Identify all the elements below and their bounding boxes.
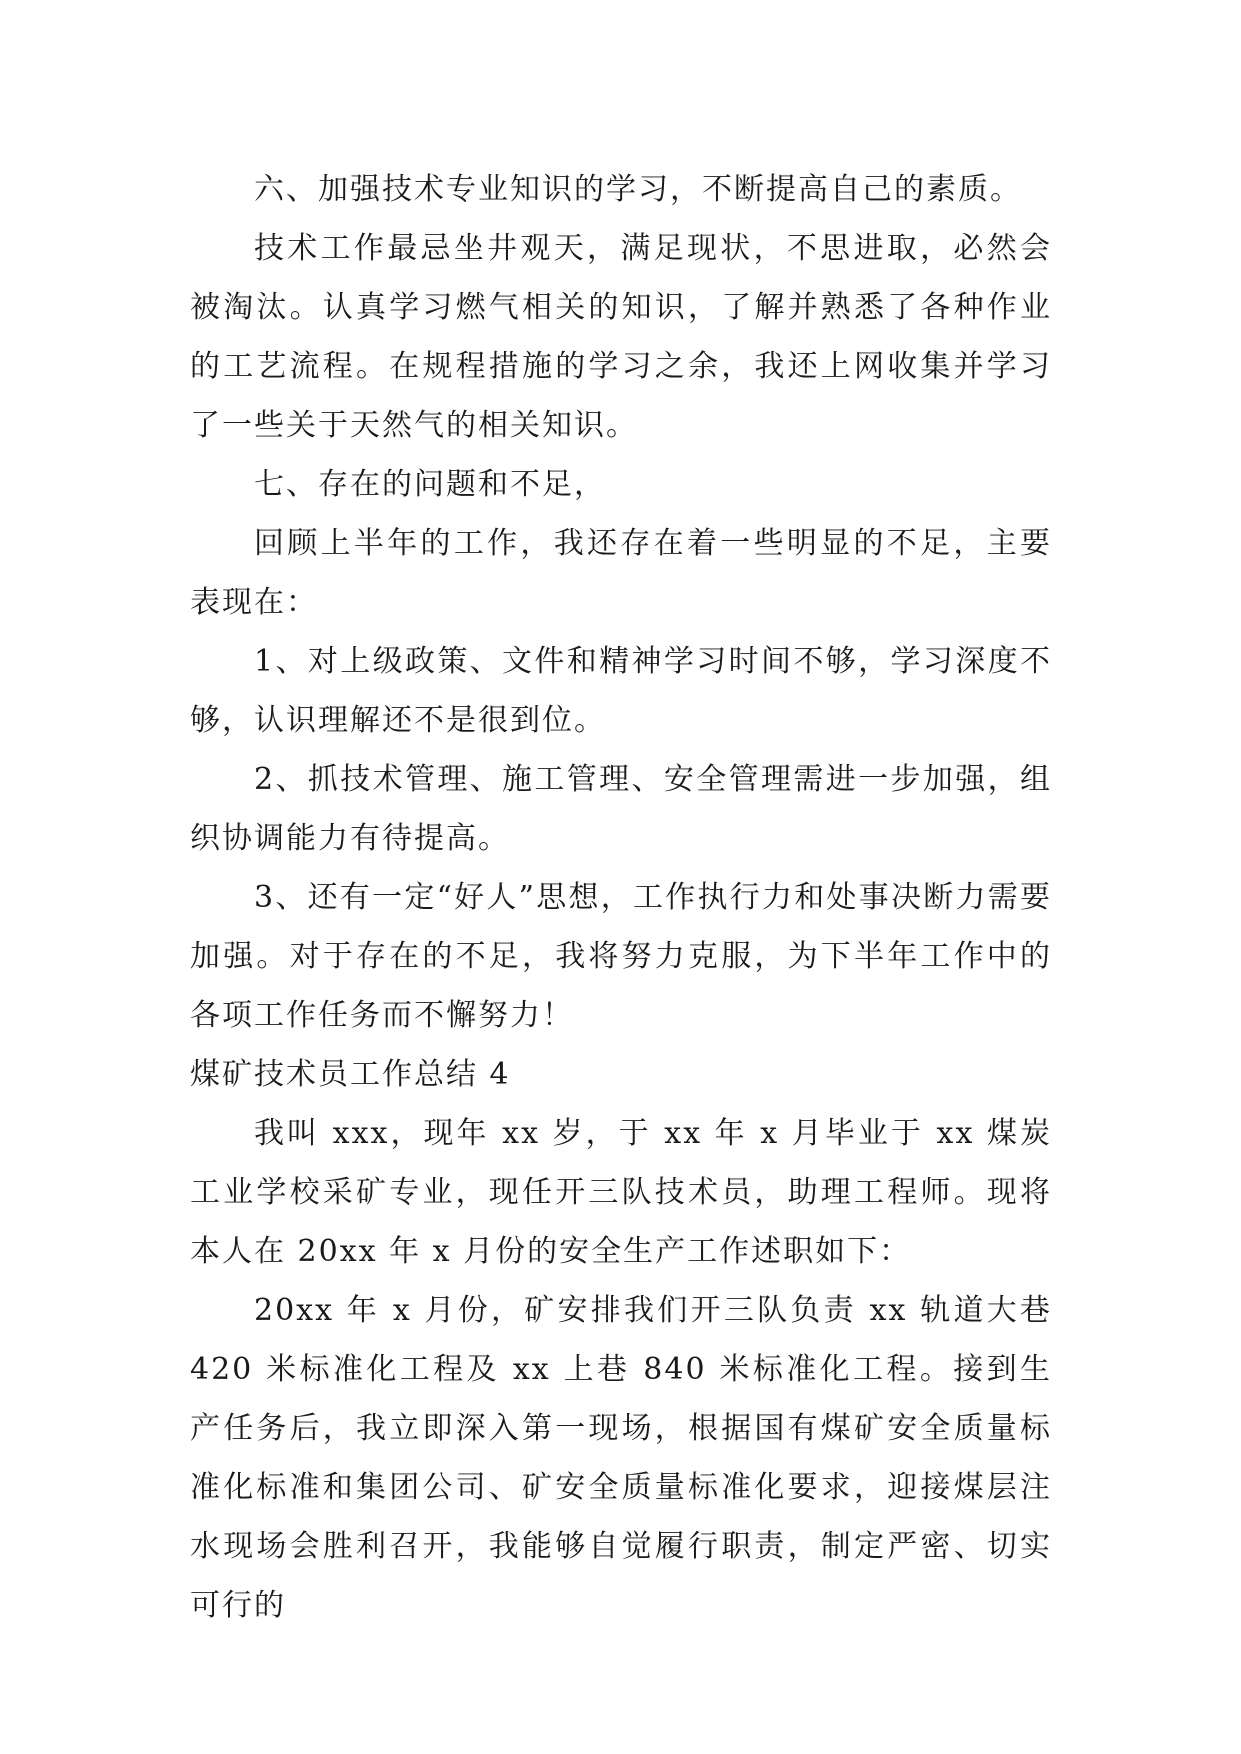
paragraph-section-seven-title: 七、存在的问题和不足， — [254, 467, 606, 502]
paragraph-monthly-work: 20xx 年 x 月份，矿安排我们开三队负责 xx 轨道大巷 420 米标准化工程及 xx 上巷 840 米标准化工程。接到生产任务后，我立即深入第一现场，根据国有煤矿安全质量标准化标准和集团公司、矿安全质量标准化要求，迎接煤层注水现场会胜利召开，我能够自觉履行职责，制定严密、切实可行的 — [190, 1293, 1052, 1623]
paragraph-shortcoming-2: 2、抓技术管理、施工管理、安全管理需进一步加强，组织协调能力有待提高。 — [190, 762, 1052, 856]
section-heading-summary-4: 煤矿技术员工作总结 4 — [190, 1057, 511, 1092]
paragraph-self-introduction: 我叫 xxx，现年 xx 岁，于 xx 年 x 月毕业于 xx 煤炭工业学校采矿专业，现任开三队技术员，助理工程师。现将本人在 20xx 年 x 月份的安全生产工作述职如下： — [190, 1116, 1052, 1269]
paragraph-shortcoming-3: 3、还有一定“好人”思想，工作执行力和处事决断力需要加强。对于存在的不足，我将努力克服，为下半年工作中的各项工作任务而不懈努力！ — [190, 880, 1052, 1033]
paragraph-shortcoming-1: 1、对上级政策、文件和精神学习时间不够，学习深度不够，认识理解还不是很到位。 — [190, 644, 1052, 738]
paragraph-technical-study: 技术工作最忌坐井观天，满足现状，不思进取，必然会被淘汰。认真学习燃气相关的知识，了解并熟悉了各种作业的工艺流程。在规程措施的学习之余，我还上网收集并学习了一些关于天然气的相关知识。 — [190, 231, 1052, 443]
paragraph-review-intro: 回顾上半年的工作，我还存在着一些明显的不足，主要表现在： — [190, 526, 1052, 620]
paragraph-section-six-title: 六、加强技术专业知识的学习，不断提高自己的素质。 — [254, 172, 1022, 207]
document-body — [190, 160, 1052, 1635]
